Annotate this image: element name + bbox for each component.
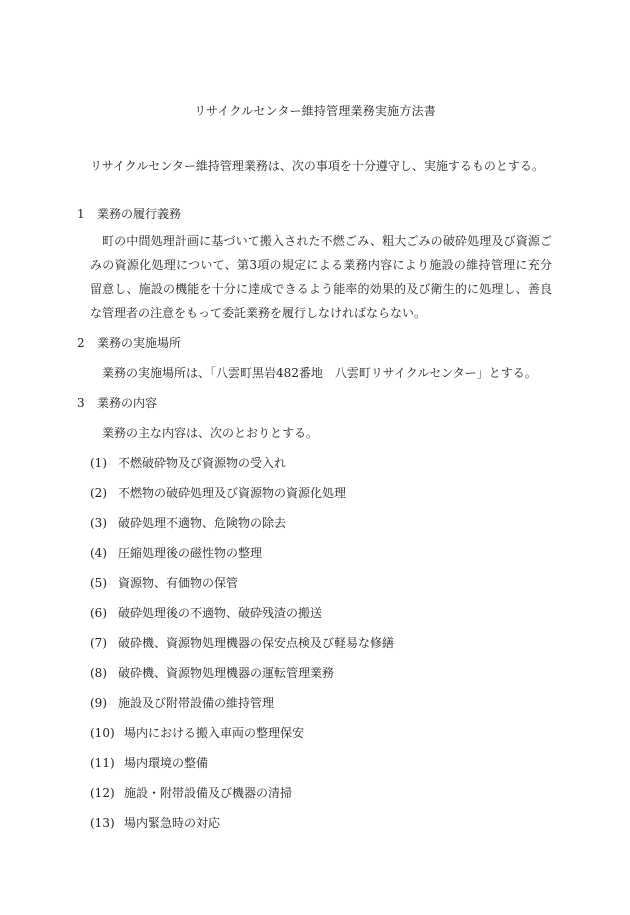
- list-item: (9) 施設及び附帯設備の維持管理: [90, 696, 275, 710]
- list-item: (2) 不燃物の破砕処理及び資源物の資源化処理: [90, 486, 347, 500]
- section-1-number: 1: [77, 207, 85, 221]
- document-title: リサイクルセンター維持管理業務実施方法書: [194, 104, 436, 118]
- section-3-title: 業務の内容: [97, 396, 158, 410]
- intro-text: リサイクルセンター維持管理業務は、次の事項を十分遵守し、実施するものとする。: [90, 159, 544, 173]
- list-item: (4) 圧縮処理後の磁性物の整理: [90, 546, 263, 560]
- section-3-heading: [77, 394, 157, 411]
- section-3-number: 3: [77, 396, 85, 410]
- list-item: (13) 場内緊急時の対応: [90, 816, 221, 830]
- section-3-body: 業務の主な内容は、次のとおりとする。: [102, 426, 319, 440]
- section-1-heading: [77, 205, 181, 222]
- list-item: (6) 破砕処理後の不適物、破砕残渣の搬送: [90, 606, 323, 620]
- list-item: (11) 場内環境の整備: [90, 756, 209, 770]
- section-2-heading: [77, 334, 181, 351]
- list-item: (10) 場内における搬入車両の整理保安: [90, 726, 305, 740]
- list-item: (12) 施設・附帯設備及び機器の清掃: [90, 786, 293, 800]
- section-1-body: 町の中間処理計画に基づいて搬入された不燃ごみ、粗大ごみの破砕処理及び資源ごみの資源化処理について、第3項の規定による業務内容により施設の維持管理に充分留意し、施設の機能を十分に達成できるよう能率的効果的及び衛生的に処理し、善良な管理者の注意をもって委託業務を履行しなければならない。: [90, 234, 552, 320]
- list-item: (1) 不燃破砕物及び資源物の受入れ: [90, 456, 287, 470]
- list-item: (5) 資源物、有価物の保管: [90, 576, 239, 590]
- section-1-title: 業務の履行義務: [97, 207, 182, 221]
- list-item: (7) 破砕機、資源物処理機器の保安点検及び軽易な修繕: [90, 636, 395, 650]
- section-2-title: 業務の実施場所: [97, 336, 182, 350]
- section-2-body: 業務の実施場所は、「八雲町黒岩482番地 八雲町リサイクルセンター」とする。: [102, 366, 537, 380]
- list-item: (3) 破砕処理不適物、危険物の除去: [90, 516, 287, 530]
- list-item: (8) 破砕機、資源物処理機器の運転管理業務: [90, 666, 335, 680]
- section-2-number: 2: [77, 336, 85, 350]
